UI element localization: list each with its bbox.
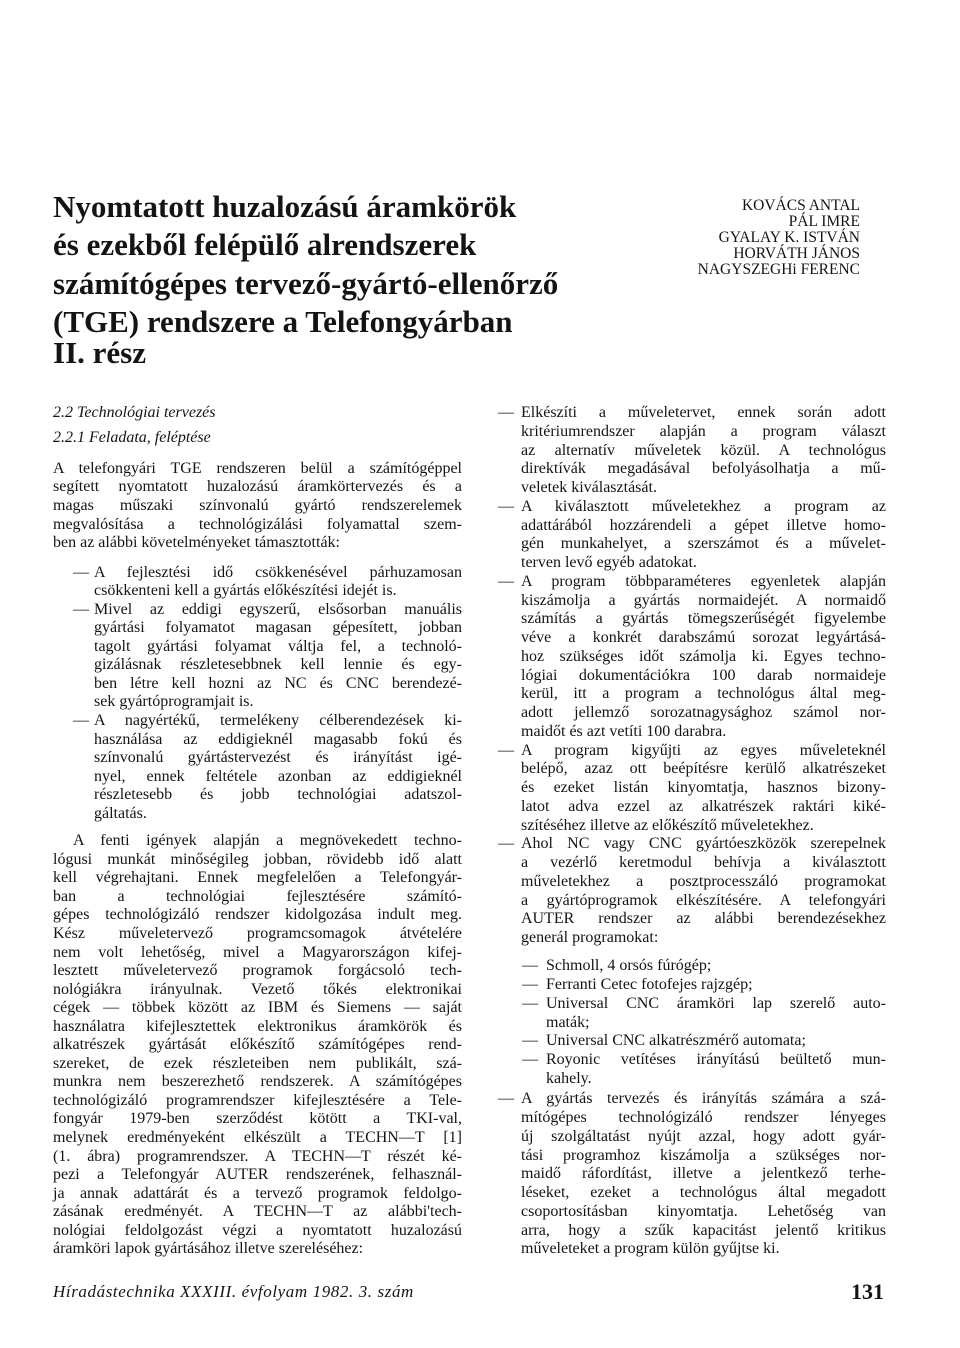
text-line: gáltatás. — [94, 804, 147, 822]
text-line: 2.2.1 Feladata, feléptése — [53, 428, 211, 446]
text-line: tási programhoz kiszámolja a szükséges nor- — [521, 1146, 886, 1164]
text-line: maidő ráfordítást, illetve a jelentkező terhe- — [521, 1165, 886, 1183]
text-line: Mivel az eddigi egyszerű, elsősorban manuális — [94, 600, 462, 618]
left-column — [53, 404, 462, 1259]
text-line: részletesebb és jobb technológiai adatszol- — [94, 786, 462, 804]
text-line: A program kigyűjti az egyes műveleteknél — [521, 741, 886, 759]
list-item — [498, 404, 886, 498]
paragraph — [53, 460, 462, 553]
page-number: 131 — [851, 1279, 884, 1304]
text-line: adott jellemző sorozatnagysághoz számol nor- — [521, 704, 886, 721]
text-line: hoz szükséges időt számolja ki. Egyes techno- — [521, 647, 886, 665]
text-line: Ferranti Cetec fotofejes rajzgép; — [546, 976, 753, 993]
text-line: 2.2 Technológiai tervezés — [53, 404, 216, 421]
text-line: kerül, itt a program a technológus által meg- — [521, 685, 886, 703]
text-line: kahely. — [546, 1069, 592, 1087]
author-name: KOVÁCS ANTAL — [741, 197, 860, 214]
article-title — [53, 188, 558, 341]
text-line: Universal CNC alkatrészmérő automata; — [546, 1032, 806, 1050]
author-list — [698, 198, 860, 278]
text-line: lesztett műveletervező programok forgácsoló tech- — [53, 962, 462, 980]
text-line: szereket, de ezek részleteiben nem publikált, szá- — [53, 1054, 462, 1072]
list-dash: — — [498, 572, 514, 590]
text-line: A nagyértékű, termelékeny célberendezések ki- — [94, 711, 462, 729]
sub-list-item — [498, 995, 886, 1033]
text-line: sek gyártóprogramjait is. — [94, 693, 254, 711]
list-dash: — — [522, 1032, 538, 1050]
text-line: A kiválasztott műveletekhez a program az — [521, 497, 886, 515]
text-line: megvalósítása a technológizálási folyamattal szem- — [53, 515, 462, 533]
text-line: A fejlesztési idő csökkenésével párhuzamosan — [94, 563, 462, 581]
text-line: technológizáló programrendszer kifejlesztésére a Tele- — [53, 1091, 462, 1109]
list-dash: — — [498, 404, 514, 421]
text-line: Kész műveletervező programcsomagok átvételére — [53, 925, 462, 942]
author-name: HORVÁTH JÁNOS — [733, 245, 860, 262]
text-line: Royonic vetítéses irányítású beültető mun- — [546, 1051, 886, 1068]
list-dash: — — [522, 976, 538, 993]
text-line: lógusi munkát minőségileg jobban, rövidebb idő alatt — [53, 850, 462, 868]
list-dash: — — [73, 711, 89, 729]
list-item — [498, 1090, 886, 1259]
text-line: az alternatív műveletek közül. A technológus — [521, 441, 886, 459]
text-line: és ezeket listán kinyomtatja, hasznos bizony- — [521, 779, 886, 796]
sub-list-item — [498, 1051, 886, 1089]
text-line: használása az eddigieknél magasabb fokú és — [94, 730, 462, 748]
list-dash: — — [522, 994, 538, 1012]
article-part: II. rész — [53, 335, 146, 370]
text-line: kiszámolja a gyártás normaidejét. A normaidő — [521, 591, 886, 609]
text-line: pezi a Telefongyár AUTER rendszerének, felhasznál- — [53, 1166, 462, 1184]
text-line: terven levő egyéb adatokat. — [521, 554, 697, 571]
text-line: A gyártás tervezés és irányítás számára a szá- — [521, 1090, 886, 1108]
text-line: gizálásnak részletesebbnek kell lennie és egy- — [94, 656, 462, 674]
author-name: NAGYSZEGHi FERENC — [697, 261, 860, 278]
text-line: csökkenteni kell a gyártás előkészítési idejét is. — [94, 582, 397, 600]
text-line: gén munkahelyet, a szerszámot és a művelet- — [521, 535, 886, 553]
text-line: nológiai feldolgozást végzi a nyomtatott huzalozású — [53, 1221, 462, 1239]
sub-list-item — [498, 1032, 886, 1051]
section-heading — [53, 404, 462, 423]
text-line: ben az alábbi követelményeket támasztották: — [53, 534, 340, 552]
text-line: direktívák megadásával befolyásolhatja a mű- — [521, 460, 886, 478]
text-line: csoportosításban kinyomtatja. Lehetőség van — [521, 1202, 886, 1220]
list-dash: — — [522, 957, 538, 975]
text-line: új szolgáltatást nyújt azzal, hogy adott gyár- — [521, 1127, 886, 1145]
list-dash: — — [498, 835, 514, 853]
text-line: ja annak adattárát és a tervező programok feldolgo- — [53, 1184, 462, 1202]
text-line: maidőt és azt vetíti 100 darabra. — [521, 722, 727, 740]
text-line: véve a konkrét darabszámú sorozat legyártásá- — [521, 629, 886, 646]
text-line: a gyártóprogramok elkészítésére. A telefongyári — [521, 891, 886, 909]
list-dash: — — [522, 1051, 538, 1068]
sub-list-item — [498, 976, 886, 995]
text-line: AUTER rendszer az alábbi berendezésekhez — [521, 910, 886, 928]
text-line: adattárából hozzárendeli a gépet illetve homo- — [521, 516, 886, 534]
list-item — [498, 835, 886, 948]
text-line: nyel, ennek feltétele azonban az eddigieknél — [94, 767, 462, 785]
list-dash: — — [498, 497, 514, 515]
sub-list-item — [498, 957, 886, 976]
text-line: gyártási folyamatot magasan gépesített, jobban — [94, 619, 462, 637]
text-line: zásának eredményét. A TECHN—T az alábbi'tech- — [53, 1203, 462, 1221]
text-line: ben létre kell hozni az NC és CNC berendezé- — [94, 674, 462, 692]
text-line: generál programokat: — [521, 929, 659, 946]
author-name: PÁL IMRE — [788, 213, 860, 230]
text-line: nem volt lehetőség, mivel a Magyarországon kifej- — [53, 943, 462, 961]
list-dash: — — [73, 600, 89, 618]
text-line: léseket, ezeket a technológus által megadott — [521, 1184, 886, 1201]
list-item — [498, 498, 886, 573]
text-line: kritériumrendszer alapján a program választ — [521, 422, 886, 440]
text-line: műveleteket a program külön gyűjtse ki. — [521, 1240, 780, 1258]
text-line: a vezérlő keretmodul behívja a kiválasztott — [521, 854, 886, 871]
list-item — [53, 712, 462, 823]
text-line: latot adva ezzel az alkatrészek raktári kiké- — [521, 797, 886, 815]
text-line: fongyár 1979-ben szerződést kötött a TKI-val, — [53, 1110, 462, 1128]
text-line: használatra kifejlesztettek elektronikus áramkörök és — [53, 1017, 462, 1035]
text-line: Ahol NC vagy CNC gyártóeszközök szerepelnek — [521, 835, 886, 853]
text-line: nológiákra irányulnak. Vezető tőkés elektronikai — [53, 980, 462, 998]
text-line: arra, hogy a szűk kapacitást jelentő kritikus — [521, 1221, 886, 1239]
text-line: munkra nem beszerezhető rendszerek. A számítógépes — [53, 1073, 462, 1091]
text-line: alkatrészek gyártását előkészítő számítógépes rend- — [53, 1036, 462, 1054]
text-line: mítógépes technológizáló rendszer lényeges — [521, 1109, 886, 1126]
text-line: lógiai dokumentációkra 100 darab normaideje — [521, 666, 886, 684]
text-line: gépes technológizáló rendszer kidolgozása indult meg. — [53, 906, 462, 924]
text-line: magas műszaki színvonalú gyártó rendszerelemek — [53, 496, 462, 514]
text-line: színvonalú gyártástervezést és irányítást igé- — [94, 749, 462, 767]
section-heading — [53, 429, 462, 448]
text-line: áramköri lapok gyártásához illetve szereléséhez: — [53, 1240, 364, 1258]
text-line: A program többparaméteres egyenletek alapján — [521, 572, 886, 590]
text-line: számítás a gyártás tömegszerűségét figyelembe — [521, 610, 886, 628]
list-item — [53, 564, 462, 601]
list-dash: — — [498, 1090, 514, 1108]
text-line: kell végrehajtani. Ennek megfelelően a Telefongyár- — [53, 869, 462, 887]
list-item — [498, 742, 886, 836]
text-line: műveletekhez a posztprocesszáló programokat — [521, 872, 886, 890]
text-line: A telefongyári TGE rendszeren belül a számítógéppel — [53, 459, 462, 477]
text-line: (1. ábra) programrendszer. A TECHN—T részét ké- — [53, 1147, 462, 1165]
text-line: Universal CNC áramköri lap szerelő auto- — [546, 994, 886, 1012]
text-line: veletek kiválasztását. — [521, 479, 657, 496]
text-line: Elkészíti a műveletervet, ennek során adott — [521, 404, 886, 421]
text-line: melynek eredményeként elkészült a TECHN—T [1] — [53, 1129, 462, 1147]
right-column — [498, 404, 886, 1259]
list-item — [498, 573, 886, 742]
text-line: segített nyomtatott huzalozású áramkörtervezés és a — [53, 478, 462, 496]
text-line: szítéséhez illetve az előkészítő műveletekhez. — [521, 816, 814, 834]
title-line: számítógépes tervező-gyártó-ellenőrző — [53, 265, 559, 301]
text-line: belépő, azaz ott beépítésre kerülő alkatrészeket — [521, 760, 886, 778]
title-line: Nyomtatott huzalozású áramkörök — [53, 189, 517, 224]
paragraph — [53, 832, 462, 1259]
title-line: és ezekből felépülő alrendszerek — [53, 227, 477, 263]
list-item — [53, 601, 462, 712]
text-line: maták; — [546, 1013, 590, 1031]
text-line: cégek — többek között az IBM és Siemens — saját — [53, 999, 462, 1017]
text-line: tagolt gyártási folyamat váltja fel, a technoló- — [94, 637, 462, 655]
title-line: (TGE) rendszere a Telefongyárban — [53, 303, 513, 339]
text-line: Schmoll, 4 orsós fúrógép; — [546, 957, 712, 975]
author-name: GYALAY K. ISTVÁN — [718, 229, 860, 246]
text-line: ban a technológiai fejlesztésére számító- — [53, 887, 462, 905]
list-dash: — — [73, 563, 89, 581]
list-dash: — — [498, 741, 514, 759]
text-line: A fenti igények alapján a megnövekedett techno- — [73, 832, 462, 850]
journal-citation: Híradástechnika XXXIII. évfolyam 1982. 3. szám — [53, 1282, 414, 1301]
